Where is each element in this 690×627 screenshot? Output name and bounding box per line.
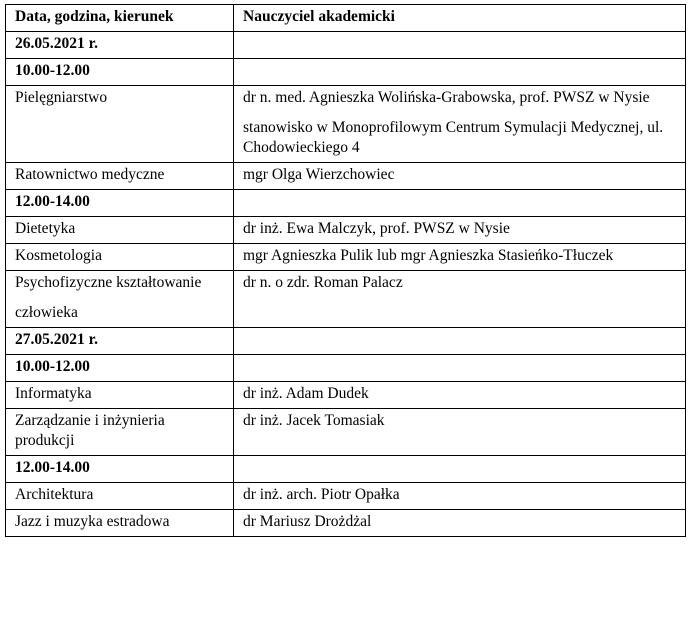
- empty-cell: [234, 456, 686, 483]
- teacher-name: dr n. med. Agnieszka Wolińska-Grabowska, prof. PWSZ w Nysie: [243, 89, 650, 106]
- table-row: [6, 244, 686, 271]
- header-date-course: Data, godzina, kierunek: [6, 5, 234, 32]
- schedule-table: [5, 4, 686, 537]
- table-row: [6, 510, 686, 537]
- course-cell: [6, 483, 234, 510]
- teacher-cell: [234, 483, 686, 510]
- teacher-name: mgr Agnieszka Pulik lub mgr Agnieszka Stasieńko-Tłuczek: [243, 247, 614, 264]
- teacher-cell: [234, 382, 686, 409]
- course-name: Dietetyka: [15, 220, 76, 237]
- teacher-name: dr inż. Adam Dudek: [243, 385, 369, 402]
- time-cell: 12.00-14.00: [6, 190, 234, 217]
- time-row: [6, 456, 686, 483]
- empty-cell: [234, 190, 686, 217]
- teacher-name: dr inż. Jacek Tomasiak: [243, 412, 385, 429]
- table-row: [6, 217, 686, 244]
- empty-cell: [234, 32, 686, 59]
- teacher-cell: [234, 86, 686, 163]
- time-row: [6, 355, 686, 382]
- teacher-cell: [234, 409, 686, 456]
- table-row: [6, 382, 686, 409]
- date-row: [6, 328, 686, 355]
- course-name-continued: człowieka: [15, 304, 78, 321]
- course-cell: [6, 510, 234, 537]
- time-row: [6, 59, 686, 86]
- course-name: Informatyka: [15, 385, 92, 402]
- table-row: [6, 483, 686, 510]
- course-cell: [6, 271, 234, 328]
- time-row: [6, 190, 686, 217]
- course-name: Jazz i muzyka estradowa: [15, 513, 170, 530]
- teacher-name: dr inż. arch. Piotr Opałka: [243, 486, 400, 503]
- course-name: Zarządzanie i inżynieria produkcji: [15, 412, 165, 449]
- table-row: [6, 409, 686, 456]
- course-cell: [6, 382, 234, 409]
- location-note: stanowisko w Monoprofilowym Centrum Symulacji Medycznej, ul. Chodowieckiego 4: [243, 119, 664, 156]
- teacher-name: dr Mariusz Drożdżal: [243, 513, 372, 530]
- course-cell: [6, 217, 234, 244]
- teacher-cell: [234, 271, 686, 328]
- table-row: [6, 163, 686, 190]
- header-row: [6, 5, 686, 32]
- empty-cell: [234, 355, 686, 382]
- header-teacher: Nauczyciel akademicki: [234, 5, 686, 32]
- date-cell: 26.05.2021 r.: [6, 32, 234, 59]
- course-cell: [6, 409, 234, 456]
- time-cell: 10.00-12.00: [6, 59, 234, 86]
- empty-cell: [234, 59, 686, 86]
- teacher-cell: [234, 510, 686, 537]
- course-name: Kosmetologia: [15, 247, 102, 264]
- empty-cell: [234, 328, 686, 355]
- time-cell: 12.00-14.00: [6, 456, 234, 483]
- course-name: Psychofizyczne kształtowanie: [15, 274, 202, 291]
- course-name: Ratownictwo medyczne: [15, 166, 165, 183]
- teacher-name: mgr Olga Wierzchowiec: [243, 166, 395, 183]
- table-row: [6, 86, 686, 163]
- course-name: Architektura: [15, 486, 94, 503]
- course-cell: [6, 163, 234, 190]
- date-cell: 27.05.2021 r.: [6, 328, 234, 355]
- teacher-name: dr inż. Ewa Malczyk, prof. PWSZ w Nysie: [243, 220, 510, 237]
- time-cell: 10.00-12.00: [6, 355, 234, 382]
- teacher-cell: [234, 217, 686, 244]
- teacher-cell: [234, 163, 686, 190]
- teacher-name: dr n. o zdr. Roman Palacz: [243, 274, 403, 291]
- course-name: Pielęgniarstwo: [15, 89, 108, 106]
- date-row: [6, 32, 686, 59]
- course-cell: [6, 86, 234, 163]
- teacher-cell: [234, 244, 686, 271]
- table-row: [6, 271, 686, 328]
- course-cell: [6, 244, 234, 271]
